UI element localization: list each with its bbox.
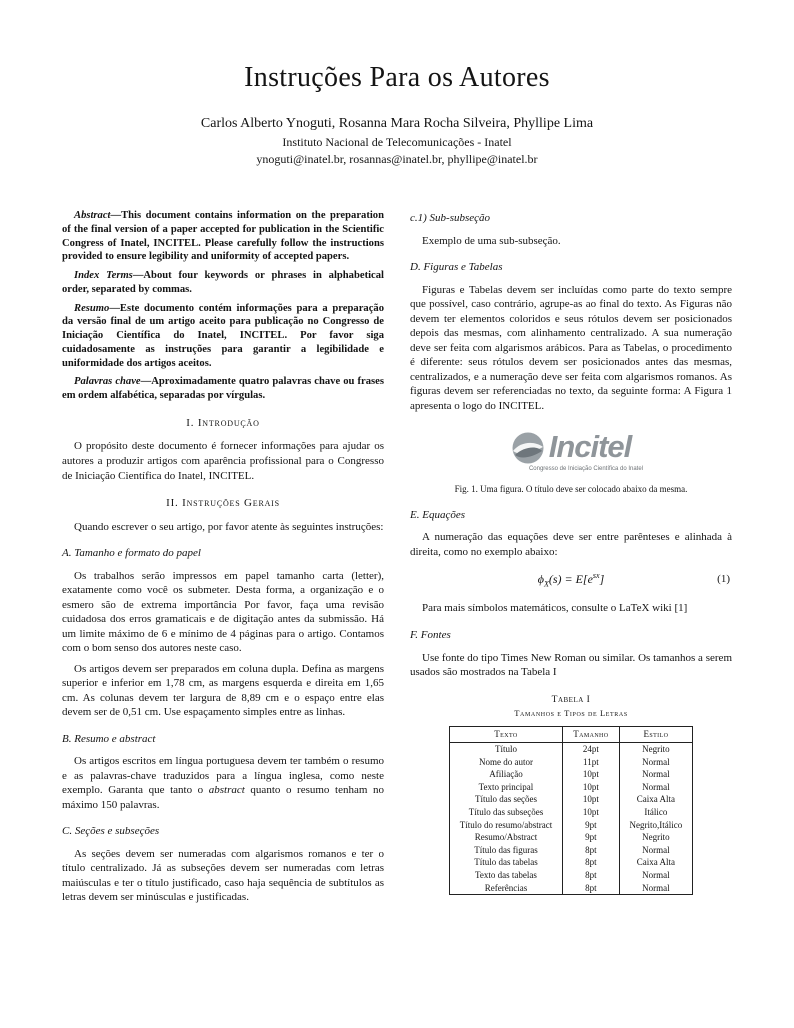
table-row [449,844,693,857]
two-column-body [62,209,732,911]
table-cell: Negrito,Itálico [619,819,693,832]
affiliation-line: Instituto Nacional de Telecomunicações - Inatel [282,135,512,149]
table-cell: 10pt [563,793,619,806]
table-1-label: Tabela I [551,694,591,705]
incitel-logo-icon [511,431,545,465]
subsection-heading-secoes: C. Seções e subseções [62,825,160,838]
table-cell: Caixa Alta [619,856,693,869]
table-cell: Normal [619,781,693,794]
table-cell: Título das figuras [449,844,562,857]
emails-line: ynoguti@inatel.br, rosannas@inatel.br, phyllipe@inatel.br [256,152,538,166]
table-row [449,756,693,769]
table-cell: 8pt [563,882,619,895]
resumo-abstract-text-2: quanto o resumo tenham no máximo 150 palavras. [62,784,384,811]
table-cell: Normal [619,844,693,857]
equation-subscript: X [543,579,549,589]
table-cell: Texto principal [449,781,562,794]
table-row [449,869,693,882]
resumo-abstract-text-1: Os artigos escritos em língua portuguesa devem ter também o resumo e as palavras-chave traduzidos para a língua inglesa, como neste exemplo. Garanta que tanto o [62,755,384,797]
table-cell: 8pt [563,844,619,857]
table-cell: 8pt [563,869,619,882]
table-cell: Normal [619,768,693,781]
table-cell: Normal [619,756,693,769]
resumo-paragraph [62,302,384,371]
palavras-chave-paragraph [62,375,384,403]
index-terms-lead: Index Terms [74,270,133,282]
figure-1-caption: Fig. 1. Uma figura. O título deve ser colocado abaixo da mesma. [454,484,688,495]
section-heading-instrucoes-gerais: II. Instruções Gerais [166,497,280,510]
table-cell: Título das seções [449,793,562,806]
subsection-heading-figuras-tabelas: D. Figuras e Tabelas [410,261,503,274]
secoes-paragraph: As seções devem ser numeradas com algarismos romanos e ter o título centralizado. Já as subseções devem ser numeradas com letras maiúsculas e ter o título justificado, caso haja sequência de subtítulos as letras devem ser minúsculas e justificadas. [62,847,384,904]
table-cell: 9pt [563,831,619,844]
subsection-heading-fontes: F. Fontes [410,629,451,641]
table-row [449,831,693,844]
table-header-texto: Texto [449,727,562,743]
abstract-paragraph [62,209,384,264]
subsection-heading-equacoes: E. Equações [410,508,465,521]
table-1-block [410,694,732,896]
table-cell: 24pt [563,742,619,755]
table-cell: 10pt [563,768,619,781]
table-cell: 8pt [563,856,619,869]
abstract-lead: Abstract [74,210,111,221]
fontes-paragraph: Use fonte do tipo Times New Roman ou similar. Os tamanhos a serem usados são mostrados na Tabela I [410,651,732,679]
table-row [449,806,693,819]
incitel-logo-wordmark: Incitel [548,429,632,465]
introducao-paragraph: O propósito deste documento é fornecer informações para ajudar os autores a produzir artigos com aparência profissional para o Congresso de Iniciação Científica do Inatel, INCITEL. [62,440,384,482]
table-row [449,793,693,806]
palavras-chave-text: —Aproximadamente quatro palavras chave ou frases em ordem alfabética, separadas por vírgulas. [62,376,385,402]
table-header-row [449,727,693,743]
equation-middle: (s) = E[e [548,572,593,587]
table-cell: Normal [619,882,693,895]
resumo-text: —Este documento contém informações para a preparação da versão final de um artigo aceito para publicação no Congresso de Iniciação Científica do Inatel, INCITEL. Por favor siga cuidadosamente as instruções para garantir a legibilidade e uniformidade dos artigos aceitos. [62,302,384,369]
tamanho-papel-paragraph-1: Os trabalhos serão impressos em papel tamanho carta (letter), exatamente como você os submeter. Desta forma, a organização e o esmero são de extrema importância Por favor, faça uma revisão cuidadosa dos erros gramaticais e de digitação antes da submissão. Há um limite máximo de 6 e mínimo de 4 páginas para o artigo. Contamos com o bom senso dos autores neste caso. [62,569,384,655]
table-cell: 10pt [563,806,619,819]
sub-subsecao-paragraph: Exemplo de uma sub-subseção. [422,234,561,247]
tamanho-papel-paragraph-2: Os artigos devem ser preparados em coluna dupla. Defina as margens superior e inferior em 1,78 cm, as margens esquerda e direita em 1,65 cm. As colunas devem ter largura de 8,89 cm e o espaço entre elas devem ser de 0,51 cm. Use espaçamento simples entre as linhas. [62,662,384,719]
abstract-text: —This document contains information on the preparation of the final version of a paper accepted for publication in the Scientific Congress of Inatel, INCITEL. Please carefully follow the instructions provided to ensure legibility and uniformity of accepted papers. [62,210,384,263]
table-cell: Título do resumo/abstract [449,819,562,832]
resumo-abstract-paragraph [62,754,384,812]
instrucoes-gerais-paragraph: Quando escrever o seu artigo, por favor atente às seguintes instruções: [74,520,384,533]
table-row [449,742,693,755]
table-row [449,768,693,781]
subsection-heading-resumo-abstract: B. Resumo e abstract [62,732,156,745]
table-row [449,781,693,794]
incitel-logo-subtitle: Congresso de Iniciação Científica do Inatel [528,466,644,473]
index-terms-paragraph [62,269,384,297]
table-cell: Resumo/Abstract [449,831,562,844]
table-cell: Texto das tabelas [449,869,562,882]
table-cell: Caixa Alta [619,793,693,806]
page-title: Instruções Para os Autores [244,62,550,93]
table-header-tamanho: Tamanho [563,727,619,743]
section-heading-introducao: I. Introdução [186,416,260,429]
table-cell: Itálico [619,806,693,819]
table-cell: Afiliação [449,768,562,781]
table-cell: Negrito [619,742,693,755]
table-cell: Título [449,742,562,755]
palavras-chave-lead: Palavras chave [74,376,141,388]
equacoes-paragraph-2: Para mais símbolos matemáticos, consulte o LaTeX wiki [1] [422,602,688,615]
incitel-logo [511,427,632,468]
equation-1-row [410,571,732,589]
equation-1-number: (1) [717,573,730,586]
subsubsection-heading-c1: c.1) Sub-subseção [410,212,491,224]
table-cell: Referências [449,882,562,895]
table-cell: 9pt [563,819,619,832]
figure-1 [410,427,732,496]
resumo-abstract-italic-word: abstract [208,784,245,797]
table-1-title: Tamanhos e Tipos de Letras [514,708,628,719]
right-column [410,209,732,911]
table-row [449,882,693,895]
font-sizes-table [449,726,694,895]
subsection-heading-tamanho-papel: A. Tamanho e formato do papel [62,547,201,560]
table-row [449,819,693,832]
left-column [62,209,384,911]
equation-superscript: sx [592,571,600,581]
table-cell: Título das tabelas [449,856,562,869]
authors-line: Carlos Alberto Ynoguti, Rosanna Mara Rocha Silveira, Phyllipe Lima [200,116,594,131]
table-row [449,856,693,869]
table-cell: Nome do autor [449,756,562,769]
figuras-tabelas-paragraph: Figuras e Tabelas devem ser incluídas como parte do texto sempre que possível, caso contrário, agrupe-as ao final do texto. As Figuras não devem ter elementos coloridos e seus rótulos devem ser posicionados depois das mesmas, com alinhamento centralizado. A sua numeração deve ser feita com algarismos arábicos. Para as Tabelas, o procedimento é diferente: seus rótulos devem ser posicionados antes das mesmas, centralizados, e a numeração deve ser feita com algarismos romanos. As figuras devem ser referenciadas no texto, da seguinte forma: A Figura 1 apresenta o logo do INCITEL. [410,283,732,412]
equation-phi: ϕ [537,572,544,587]
table-cell: Negrito [619,831,693,844]
equacoes-paragraph-1: A numeração das equações deve ser entre parênteses e alinhada à direita, como no exemplo abaixo: [410,531,732,558]
table-cell: Título das subseções [449,806,562,819]
resumo-lead: Resumo [74,302,110,314]
index-terms-text: —About four keywords or phrases in alphabetical order, separated by commas. [62,270,384,295]
table-header-estilo: Estilo [619,727,693,743]
table-cell: Normal [619,869,693,882]
equation-end: ] [599,572,605,587]
equation-1 [410,571,732,590]
table-cell: 11pt [563,756,619,769]
table-cell: 10pt [563,781,619,794]
